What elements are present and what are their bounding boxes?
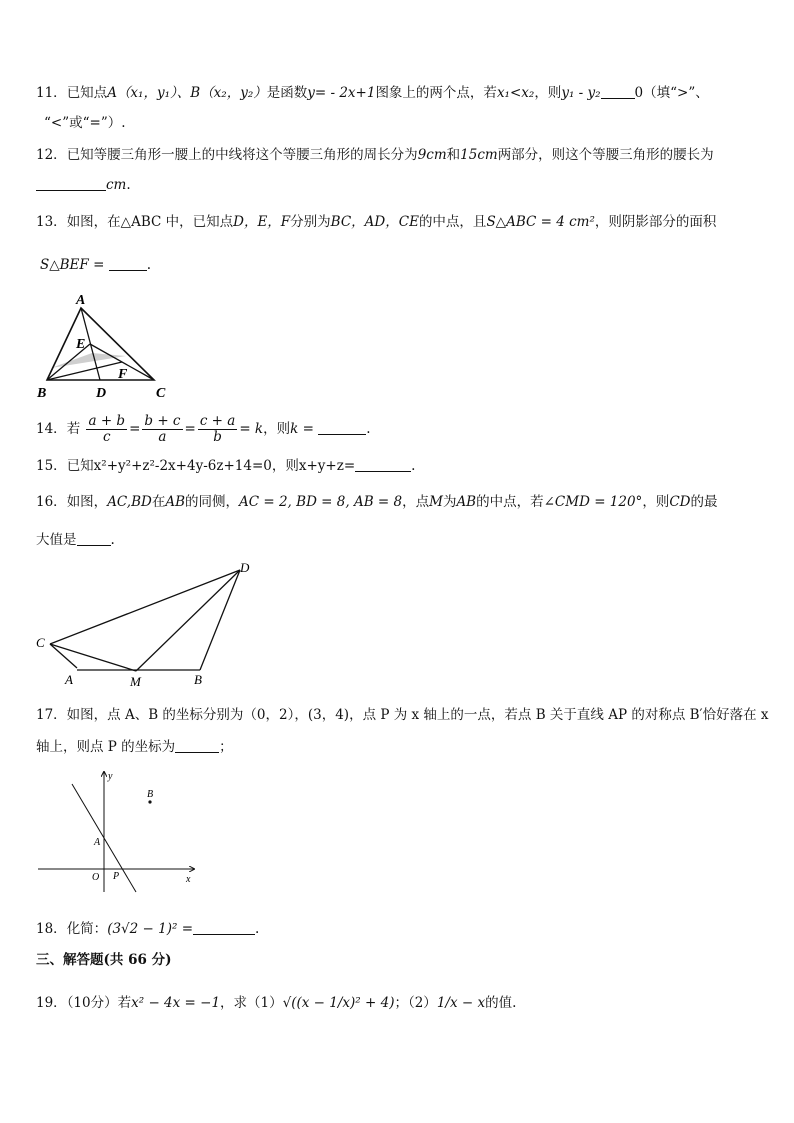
label-c: C [156, 386, 166, 401]
label-d: D [240, 560, 250, 575]
question-13-line2: S△BEF = . [40, 257, 151, 273]
label-y: y [108, 771, 113, 782]
label-o: O [92, 872, 100, 883]
label-x: x [186, 874, 191, 885]
label-m: M [130, 674, 141, 689]
fraction-1: $\frac{a + b}{c}$ [88, 413, 126, 445]
segment-cd [50, 570, 240, 644]
answer-blank[interactable] [175, 738, 219, 753]
question-16: 16．如图，AC,BD在AB的同侧，AC = 2, BD = 8, AB = 8，点M为AB的中点，若∠CMD = 120°，则CD的最 [36, 494, 718, 510]
label-d: D [96, 386, 107, 401]
section-title: 三、解答题(共 66 分) [36, 952, 172, 968]
shaded-region [51, 353, 126, 368]
label-b: B [194, 672, 202, 687]
triangle-abc [47, 308, 154, 380]
question-12-line2: cm. [36, 176, 131, 194]
question-11-line2: “<”或“=”）. [44, 115, 126, 131]
fraction-3: $\frac{c + a}{b}$ [199, 413, 236, 445]
segment-cm [50, 644, 136, 671]
coordinate-figure-17 [34, 768, 204, 896]
fraction-2: $\frac{b + c}{a}$ [144, 413, 181, 445]
label-c: C [36, 635, 45, 650]
answer-blank[interactable] [355, 457, 411, 472]
segment-bd [200, 570, 240, 670]
question-16-line2: 大值是 . [36, 532, 115, 548]
question-13: 13．如图，在△ABC 中，已知点D，E，F分别为BC，AD，CE的中点，且S△ABC = 4 cm²，则阴影部分的面积 [36, 214, 717, 230]
answer-blank[interactable] [36, 176, 106, 191]
question-14: 14．若 $\frac{a + b}{c}$ = $\frac{b + c}{a}$ = $\frac{c + a}{b}$ = k，则k = . [36, 413, 371, 445]
label-a: A [94, 837, 101, 848]
label-a: A [65, 672, 73, 687]
label-e: E [76, 337, 86, 352]
answer-blank[interactable] [318, 420, 366, 435]
question-11: 11．已知点A（x₁，y₁）、B（x₂，y₂）是函数y= - 2x+1图象上的两个点，若x₁<x₂，则y₁ - y₂ 0（填“>”、 [36, 85, 709, 101]
question-12: 12．已知等腰三角形一腰上的中线将这个等腰三角形的周长分为9cm和15cm两部分，则这个等腰三角形的腰长为 [36, 147, 714, 163]
question-19: 19．（10分）若x² − 4x = −1，求（1）√((x − 1/x)² + 4)；（2）1/x − x的值. [36, 995, 517, 1011]
triangle-figure-13 [34, 290, 174, 402]
answer-blank[interactable] [77, 531, 111, 546]
label-b: B [37, 386, 47, 401]
answer-blank[interactable] [193, 920, 255, 935]
label-b: B [147, 789, 154, 800]
question-15: 15．已知x²+y²+z²-2x+4y-6z+14=0，则x+y+z= . [36, 458, 416, 474]
geometry-figure-16 [32, 560, 262, 690]
question-17-line2: 轴上，则点 P 的坐标为 ； [36, 739, 233, 755]
segment-md [136, 570, 240, 671]
question-17: 17．如图，点 A、B 的坐标分别为（0，2），(3，4)，点 P 为 x 轴上的一点，若点 B 关于直线 AP 的对称点 B′恰好落在 x [36, 707, 769, 723]
point-b [148, 800, 151, 803]
label-f: F [118, 367, 128, 382]
label-p: P [113, 871, 120, 882]
label-a: A [76, 293, 86, 308]
answer-blank[interactable] [109, 256, 147, 271]
answer-blank[interactable] [601, 84, 635, 99]
question-18: 18．化简：(3√2 − 1)² = . [36, 921, 260, 937]
